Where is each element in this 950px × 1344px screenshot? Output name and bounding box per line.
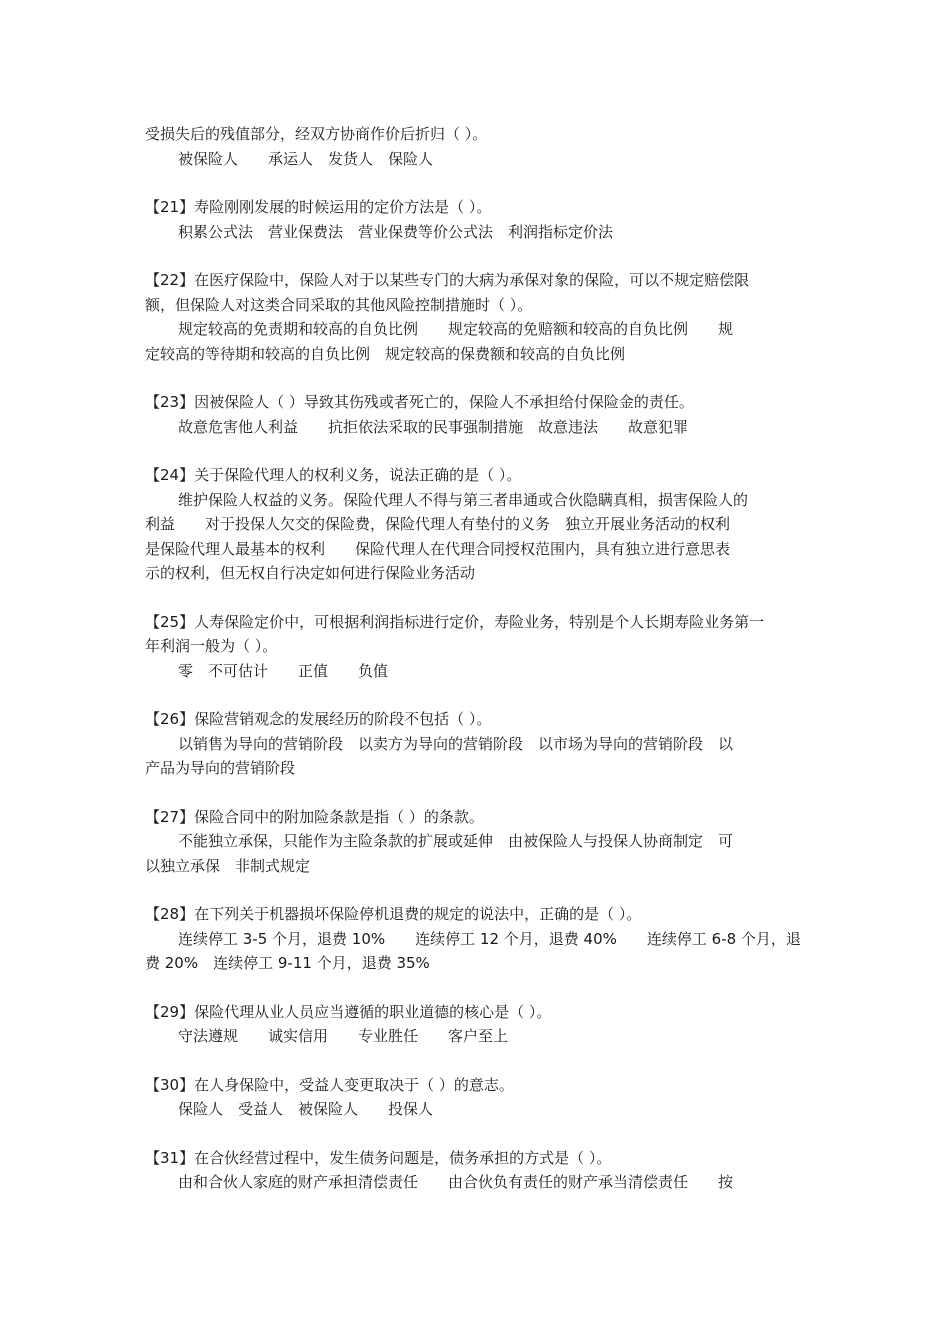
- question-stem: 【30】在人身保险中，受益人变更取决于（ ）的意志。: [145, 1075, 514, 1094]
- answer-options: 以销售为导向的营销阶段 以卖方为导向的营销阶段 以市场为导向的营销阶段 以: [178, 734, 734, 753]
- question-31: [145, 1146, 810, 1195]
- question-intro: [145, 122, 810, 171]
- answer-options-cont: 费 20% 连续停工 9-11 个月，退费 35%: [145, 954, 430, 972]
- question-27: [145, 805, 810, 879]
- answer-options: 零 不可估计 正值 负值: [178, 661, 389, 680]
- answer-options: 被保险人 承运人 发货人 保险人: [178, 149, 434, 168]
- answer-options-cont: 以独立承保 非制式规定: [145, 856, 311, 875]
- question-25: [145, 610, 810, 684]
- question-stem-cont: 年利润一般为（ ）。: [145, 637, 278, 655]
- document-page: [145, 122, 810, 1195]
- question-stem: 【27】保险合同中的附加险条款是指（ ）的条款。: [145, 807, 484, 826]
- question-stem: 【23】因被保险人（ ）导致其伤残或者死亡的，保险人不承担给付保险金的责任。: [145, 393, 694, 411]
- answer-options-cont: 示的权利，但无权自行决定如何进行保险业务活动: [145, 564, 476, 582]
- question-21: [145, 195, 810, 244]
- answer-options: 积累公式法 营业保费法 营业保费等价公式法 利润指标定价法: [178, 222, 614, 241]
- question-stem: 【21】寿险刚刚发展的时候运用的定价方法是（ ）。: [145, 198, 492, 216]
- question-28: [145, 902, 810, 976]
- answer-options-cont: 是保险代理人最基本的权利 保险代理人在代理合同授权范围内，具有独立进行意思表: [145, 539, 731, 558]
- question-stem: 【24】关于保险代理人的权利义务，说法正确的是（ ）。: [145, 466, 522, 484]
- answer-options: 故意危害他人利益 抗拒依法采取的民事强制措施 故意违法 故意犯罪: [178, 417, 689, 436]
- answer-options: 规定较高的免责期和较高的自负比例 规定较高的免赔额和较高的自负比例 规: [178, 320, 734, 338]
- question-stem: 【31】在合伙经营过程中，发生债务问题是，债务承担的方式是（ ）。: [145, 1148, 612, 1167]
- question-stem: 【29】保险代理从业人员应当遵循的职业道德的核心是（ ）。: [145, 1002, 552, 1021]
- answer-options: 守法遵规 诚实信用 专业胜任 客户至上: [178, 1027, 509, 1045]
- question-26: [145, 707, 810, 781]
- answer-options-cont: 产品为导向的营销阶段: [145, 759, 296, 777]
- question-22: [145, 268, 810, 366]
- question-stem: 【25】人寿保险定价中，可根据利润指标进行定价，寿险业务，特别是个人长期寿险业务第一: [145, 612, 765, 631]
- answer-options: 不能独立承保，只能作为主险条款的扩展或延伸 由被保险人与投保人协商制定 可: [178, 832, 734, 850]
- question-stem: 受损失后的残值部分，经双方协商作价后折归（ ）。: [145, 125, 488, 143]
- answer-options-cont: 定较高的等待期和较高的自负比例 规定较高的保费额和较高的自负比例: [145, 344, 626, 363]
- question-24: [145, 463, 810, 586]
- answer-options: 保险人 受益人 被保险人 投保人: [178, 1100, 434, 1118]
- answer-options: 连续停工 3-5 个月，退费 10% 连续停工 12 个月，退费 40% 连续停工 6-8 个月，退: [178, 929, 801, 948]
- answer-options: 维护保险人权益的义务。保险代理人不得与第三者串通或合伙隐瞒真相，损害保险人的: [178, 490, 749, 509]
- question-stem: 【26】保险营销观念的发展经历的阶段不包括（ ）。: [145, 710, 492, 728]
- answer-options-cont: 利益 对于投保人欠交的保险费，保险代理人有垫付的义务 独立开展业务活动的权利: [145, 515, 731, 533]
- question-29: [145, 1000, 810, 1049]
- question-23: [145, 390, 810, 439]
- question-stem: 【28】在下列关于机器损坏保险停机退费的规定的说法中，正确的是（ ）。: [145, 905, 642, 923]
- question-30: [145, 1073, 810, 1122]
- question-stem: 【22】在医疗保险中，保险人对于以某些专门的大病为承保对象的保险，可以不规定赔偿限: [145, 271, 750, 289]
- answer-options: 由和合伙人家庭的财产承担清偿责任 由合伙负有责任的财产承当清偿责任 按: [178, 1173, 734, 1191]
- question-stem-cont: 额，但保险人对这类合同采取的其他风险控制措施时（ ）。: [145, 295, 533, 314]
